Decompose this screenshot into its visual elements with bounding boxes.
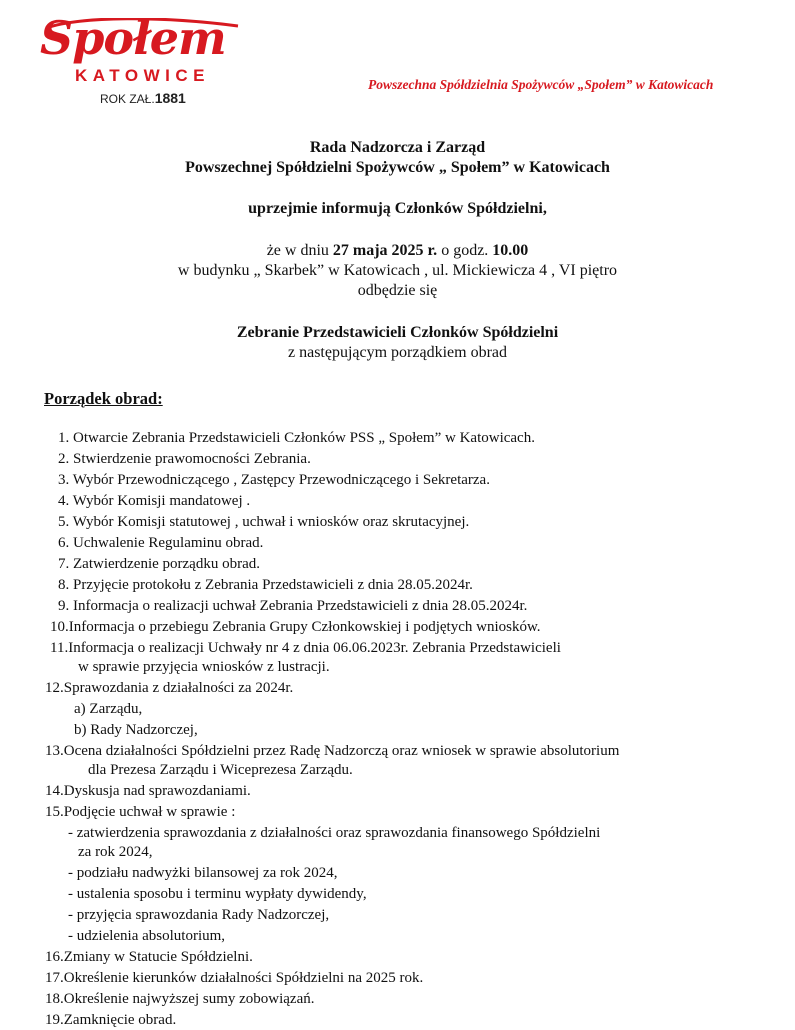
list-item: 9. Informacja o realizacji uchwał Zebrania Przedstawicieli z dnia 28.05.2024r. <box>58 598 528 614</box>
logo-year-number: 1881 <box>154 90 186 106</box>
list-item: 18.Określenie najwyższej sumy zobowiązań. <box>45 991 315 1007</box>
list-item: 6. Uchwalenie Regulaminu obrad. <box>58 535 264 551</box>
list-item: 8. Przyjęcie protokołu z Zebrania Przedstawicieli z dnia 28.05.2024r. <box>58 577 473 593</box>
intro-line-3: uprzejmie informują Członków Spółdzielni, <box>248 200 547 217</box>
list-item-continuation: w sprawie przyjęcia wniosków z lustracji. <box>78 659 330 675</box>
letterhead <box>0 0 795 110</box>
list-subitem: - przyjęcia sprawozdania Rady Nadzorczej, <box>68 907 330 923</box>
list-subitem: - ustalenia sposobu i terminu wypłaty dywidendy, <box>68 886 367 902</box>
meeting-title: Zebranie Przedstawicieli Członków Spółdzielni <box>236 324 559 341</box>
logo-wordmark: Społem <box>40 11 226 65</box>
list-item-continuation: dla Prezesa Zarządu i Wiceprezesa Zarządu. <box>88 762 353 778</box>
meeting-place: w budynku „ Skarbek” w Katowicach , ul. Mickiewicza 4 , VI piętro <box>177 262 618 279</box>
meeting-date-line <box>0 241 795 261</box>
list-item: 3. Wybór Przewodniczącego , Zastępcy Przewodniczącego i Sekretarza. <box>58 472 490 488</box>
meeting-time: 10.00 <box>492 242 529 259</box>
meeting-subtitle: z następującym porządkiem obrad <box>287 344 508 361</box>
list-item: 17.Określenie kierunków działalności Spółdzielni na 2025 rok. <box>45 970 424 986</box>
list-item: 12.Sprawozdania z działalności za 2024r. <box>45 680 294 696</box>
logo-city: KATOWICE <box>75 66 210 85</box>
list-subitem: b) Rady Nadzorczej, <box>74 722 198 738</box>
list-item: 2. Stwierdzenie prawomocności Zebrania. <box>58 451 311 467</box>
list-subitem: a) Zarządu, <box>74 701 143 717</box>
list-item: 13.Ocena działalności Spółdzielni przez Radę Nadzorczą oraz wniosek w sprawie absolutorium <box>45 743 620 759</box>
list-subitem: - udzielenia absolutorium, <box>68 928 226 944</box>
list-item: 15.Podjęcie uchwał w sprawie : <box>45 804 236 820</box>
agenda-title: Porządek obrad: <box>44 389 163 408</box>
header-tagline: Powszechna Spółdzielnia Spożywców „Społem” w Katowicach <box>368 77 714 92</box>
intro-line-1: Rada Nadzorcza i Zarząd <box>309 139 486 156</box>
intro-line-2: Powszechnej Spółdzielni Spożywców „ Społem” w Katowicach <box>185 159 610 176</box>
list-item: 19.Zamknięcie obrad. <box>45 1012 177 1028</box>
will-take-place: odbędzie się <box>357 282 438 299</box>
list-item-continuation: za rok 2024, <box>78 844 153 860</box>
spolem-logo <box>40 11 245 106</box>
list-item: 16.Zmiany w Statucie Spółdzielni. <box>45 949 253 965</box>
list-item: 14.Dyskusja nad sprawozdaniami. <box>45 783 251 799</box>
list-item: 11.Informacja o realizacji Uchwały nr 4 z dnia 06.06.2023r. Zebrania Przedstawicieli <box>50 640 561 656</box>
list-item: 7. Zatwierdzenie porządku obrad. <box>58 556 260 572</box>
list-subitem: - podziału nadwyżki bilansowej za rok 2024, <box>68 865 338 881</box>
logo-year <box>100 90 186 106</box>
time-prefix: o godz. <box>437 242 493 259</box>
logo-year-prefix: ROK ZAŁ. <box>100 92 155 106</box>
list-subitem: - zatwierdzenia sprawozdania z działalności oraz sprawozdania finansowego Spółdzielni <box>68 825 601 841</box>
list-item: 4. Wybór Komisji mandatowej . <box>58 493 251 509</box>
list-item: 5. Wybór Komisji statutowej , uchwał i wniosków oraz skrutacyjnej. <box>58 514 470 530</box>
meeting-date: 27 maja 2025 r. <box>332 242 438 259</box>
list-item: 10.Informacja o przebiegu Zebrania Grupy Członkowskiej i podjętych wniosków. <box>50 619 541 635</box>
list-item: 1. Otwarcie Zebrania Przedstawicieli Członków PSS „ Społem” w Katowicach. <box>58 430 535 446</box>
date-prefix: że w dniu <box>266 242 333 259</box>
